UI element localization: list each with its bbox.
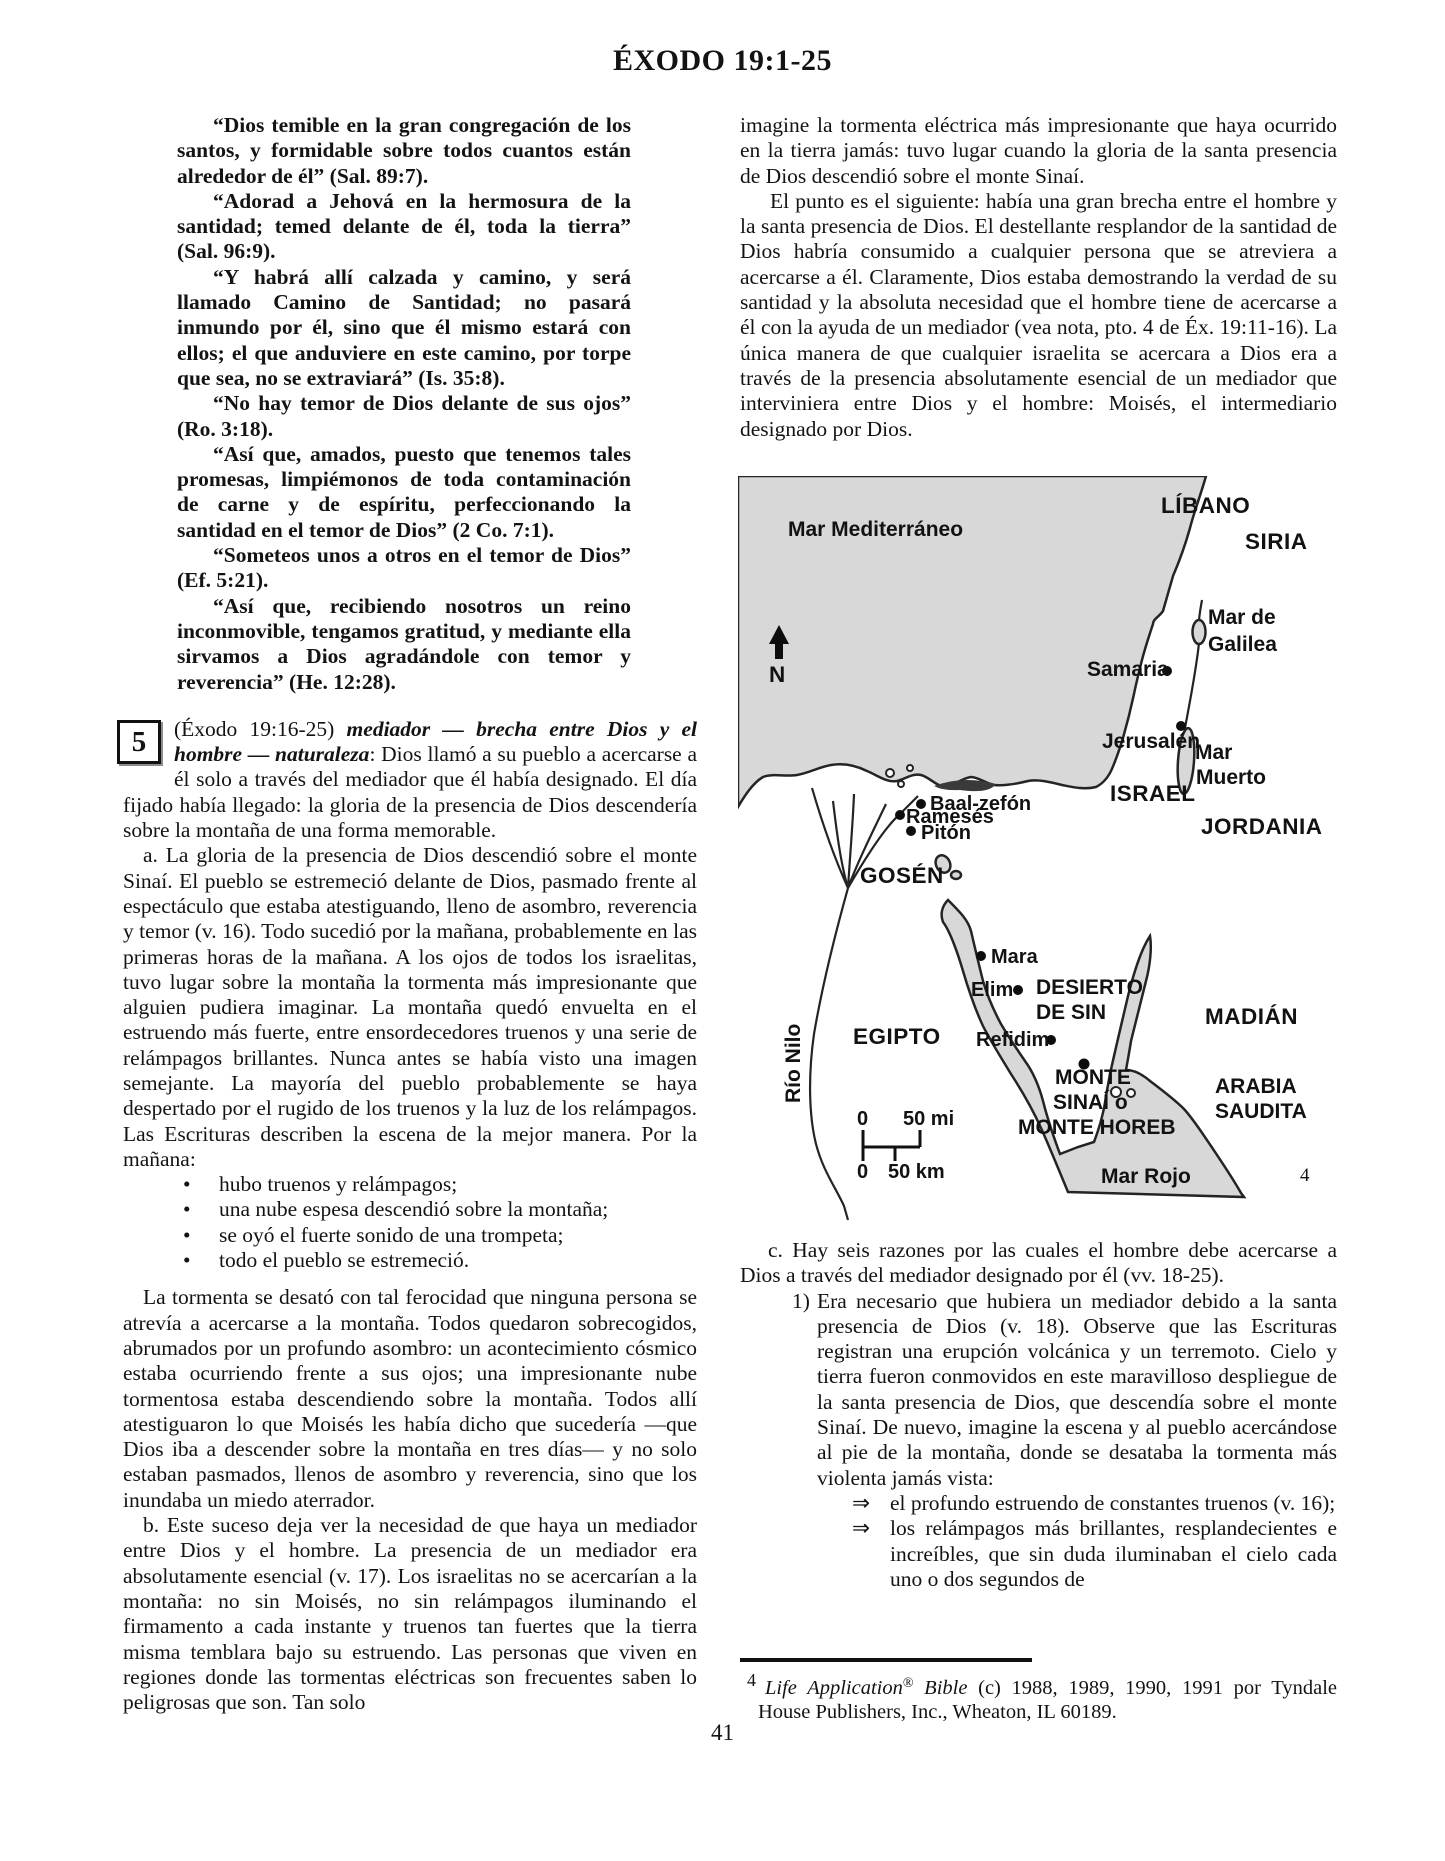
- list-item-text: se oyó el fuerte sonido de una trompeta;: [219, 1222, 564, 1247]
- label-desierto-de-sin: DESIERTO: [1036, 976, 1143, 999]
- quote-paragraph: “Y habrá allí calzada y camino, y será llamado Camino de Santidad; no pasará inmundo por él, sino que él mismo estará con ellos; el que anduviere en este camino, por torpe que sea, no se extraviará” (Is. 35:8).: [177, 264, 631, 390]
- label-mar-mediterraneo: Mar Mediterráneo: [788, 518, 964, 541]
- nile-river: [810, 888, 848, 1220]
- scale-bar: [863, 1130, 920, 1161]
- arrow-list-item: [740, 1491, 1337, 1516]
- footnote-text: [740, 1672, 1337, 1724]
- registered-mark-icon: ®: [902, 1676, 914, 1691]
- bitter-lake-shape: [951, 871, 961, 879]
- list-item: [123, 1223, 697, 1248]
- red-sea-islet: [1127, 1089, 1135, 1097]
- paragraph-continuation: imagine la tormenta eléctrica más impresionante que haya ocurrido en la tierra jamás: tuvo lugar cuando la gloria de la santa presencia de Dios descendió sobre el monte Sinaí.: [740, 113, 1337, 188]
- list-item-text: una nube espesa descendió sobre la montaña;: [219, 1197, 609, 1222]
- section-5: [123, 717, 697, 843]
- delta-islet: [898, 781, 904, 787]
- list-item: [123, 1197, 697, 1222]
- label-jordania: JORDANIA: [1201, 814, 1323, 839]
- city-dot-rameses: [895, 810, 905, 820]
- paragraph-b: b. Este suceso deja ver la necesidad de que haya un mediador entre Dios y el hombre. La presencia de un mediador era absolutamente esencial (v. 17). Los israelitas no se acercarían a la montaña: no sin Moisés, no sin relámpagos iluminando el firmamento a cada instante y truenos tan fuertes que la tierra misma temblara bajo su estruendo. Las personas que viven en regiones donde las tormentas eléctricas son frecuentes saben lo peligrosas que son. Tan solo: [123, 1513, 697, 1715]
- section-number-box: 5: [117, 720, 161, 764]
- label-monte-horeb: MONTE HOREB: [1018, 1116, 1176, 1139]
- page-number: 41: [711, 1720, 734, 1745]
- section-title: mediador — brecha entre Dios y el hombre — naturaleza: [174, 716, 697, 767]
- map-figure: [738, 476, 1345, 1221]
- footnote-marker: 4: [747, 1670, 756, 1690]
- footnote-title: Life Application: [765, 1677, 903, 1699]
- label-madian: MADIÁN: [1205, 1004, 1298, 1029]
- label-elim: Elim: [971, 979, 1014, 1001]
- quote-paragraph: “Someteos unos a otros en el temor de Dios” (Ef. 5:21).: [177, 543, 631, 593]
- scale-km-start: 0: [857, 1161, 869, 1183]
- label-mar-de-galilea: Mar de: [1208, 606, 1276, 629]
- label-mar-muerto: Mar: [1195, 741, 1233, 764]
- label-israel: ISRAEL: [1110, 781, 1196, 806]
- sea-of-galilee-shape: [1193, 620, 1206, 644]
- double-arrow-icon: ⇒: [852, 1516, 871, 1541]
- section-lead: (Éxodo 19:16-25): [174, 716, 347, 741]
- footnote-rest: (c) 1988, 1989, 1990, 1991 por Tyndale House Publishers, Inc., Wheaton, IL 60189.: [758, 1677, 1337, 1723]
- double-arrow-icon: ⇒: [852, 1490, 871, 1515]
- right-column-top: [740, 113, 1337, 442]
- quote-paragraph: “Así que, recibiendo nosotros un reino inconmovible, tengamos gratitud, y mediante ella sirvamos a Dios agradándole con temor y reverencia” (He. 12:28).: [177, 593, 631, 694]
- numbered-item: [740, 1289, 1337, 1491]
- scale-km-end: 50 km: [888, 1161, 945, 1183]
- label-refidim: Refidim: [976, 1029, 1050, 1051]
- arrow-list-item: [740, 1516, 1337, 1592]
- spacer: [123, 1273, 697, 1285]
- label-jerusalen: Jerusalén: [1102, 730, 1201, 753]
- map-footnote-ref: 4: [1300, 1165, 1310, 1186]
- numbered-item-marker: 1): [792, 1288, 810, 1313]
- list-item-text: todo el pueblo se estremeció.: [219, 1248, 470, 1273]
- section-heading-paragraph: [123, 717, 697, 843]
- page-title: ÉXODO 19:1-25: [613, 44, 832, 77]
- quote-paragraph: “Así que, amados, puesto que tenemos tales promesas, limpiémonos de toda contaminación de carne y de espíritu, perfeccionando la santidad en el temor de Dios” (2 Co. 7:1).: [177, 441, 631, 542]
- compass-n-label: N: [769, 662, 786, 687]
- label-rameses: Ramesés: [906, 806, 994, 828]
- label-rio-nilo: Río Nilo: [782, 1023, 805, 1103]
- list-item-text: hubo truenos y relámpagos;: [219, 1172, 458, 1197]
- label-monte-sinai: MONTE: [1055, 1066, 1131, 1089]
- paragraph-point: El punto es el siguiente: había una gran brecha entre el hombre y la santa presencia de Dios. El destellante resplandor de la santidad de Dios habría consumido a cualquier persona que se atreviera a acercarse a él. Claramente, Dios estaba demostrando la verdad de su santidad y la absoluta necesidad que el hombre tiene de acercarse a él con la ayuda de un mediador (vea nota, pto. 4 de Éx. 19:11-16). La única manera de que cualquier israelita se acercara a Dios era a través de la presencia absolutamente esencial de un mediador que interviniera entre Dios y el hombre: Moisés, el intermediario designado por Dios.: [740, 188, 1337, 441]
- footnote-title: Bible: [913, 1677, 968, 1699]
- delta-islet: [907, 765, 913, 771]
- label-libano: LÍBANO: [1161, 493, 1251, 518]
- scale-mi-end: 50 mi: [903, 1108, 955, 1130]
- label-siria: SIRIA: [1245, 529, 1308, 554]
- label-baal-zefon: Baal-zefón: [930, 793, 1032, 815]
- label-mar-rojo: Mar Rojo: [1101, 1165, 1191, 1188]
- label-egipto: EGIPTO: [853, 1024, 941, 1049]
- footnote-rule: [740, 1658, 1032, 1662]
- list-item: [123, 1172, 697, 1197]
- paragraph-storm: La tormenta se desató con tal ferocidad que ninguna persona se atrevía a acercarse a la montaña. Todos quedaron sobrecogidos, abrumados por un profundo asombro: un acontecimiento cósmico estaba ocurriendo frente a sus ojos; una impresionante nube tormentosa estaba descendiendo sobre la montaña. Todos allí atestiguaron lo que Moisés les había dicho que sucedería —que Dios iba a descender sobre la montaña en tres días— y no solo estaban pasmados, llenos de asombro y reverencia, sino que los inundaba un miedo aterrador.: [123, 1285, 697, 1512]
- bullet-icon: •: [183, 1248, 191, 1273]
- bullet-icon: •: [183, 1222, 191, 1247]
- arrow-item-text: el profundo estruendo de constantes truenos (v. 16);: [890, 1490, 1336, 1515]
- numbered-item-text: Era necesario que hubiera un mediador debido a la santa presencia de Dios (v. 18). Observe que las Escrituras registran una erupción volcánica y un terremoto. Cielo y tierra fueron conmovidos en este maravilloso despliegue de la santa presencia de Dios, que descendía sobre el monte Sinaí. De nuevo, imagine la escena y al pueblo acercándose al pie de la montaña, donde se desataba la tormenta más violenta jamás vista:: [817, 1288, 1337, 1490]
- label-mar-muerto: Muerto: [1196, 766, 1266, 789]
- city-dot-mara: [976, 951, 986, 961]
- delta-islet: [886, 769, 894, 777]
- label-monte-sinai: SINAÍ o: [1053, 1091, 1128, 1114]
- label-gosen: GOSÉN: [860, 863, 944, 888]
- paragraph-c: c. Hay seis razones por las cuales el hombre debe acercarse a Dios a través del mediador designado por él (vv. 18-25).: [740, 1238, 1337, 1288]
- bullet-icon: •: [183, 1197, 191, 1222]
- quote-paragraph: “Adorad a Jehová en la hermosura de la santidad; temed delante de él, toda la tierra” (Sal. 96:9).: [177, 188, 631, 264]
- label-mara: Mara: [991, 946, 1038, 968]
- left-column: [123, 113, 697, 1715]
- label-samaria: Samaria: [1087, 658, 1169, 681]
- label-desierto-de-sin: DE SIN: [1036, 1001, 1107, 1024]
- scale-mi-start: 0: [857, 1108, 869, 1130]
- arrow-item-text: los relámpagos más brillantes, resplandecientes e increíbles, que sin duda iluminaban el cielo cada uno o dos segundos de: [890, 1516, 1337, 1591]
- section-body: : Dios llamó a su pueblo a acercarse a él solo a través del mediador que él había designado. El día fijado había llegado: la gloria de la presencia de Dios descendería sobre la montaña de una forma memorable.: [123, 742, 697, 843]
- right-column-bottom: [740, 1238, 1337, 1592]
- label-arabia-saudita: ARABIA: [1215, 1075, 1297, 1098]
- paragraph-a: a. La gloria de la presencia de Dios descendió sobre el monte Sinaí. El pueblo se estremeció delante de Dios, pasmado frente al espectáculo que estaba atestiguando, lleno de asombro, reverencia y temor (v. 16). Todo sucedió por la mañana, probablemente en las primeras horas de la mañana. A los ojos de todos los israelitas, tuvo lugar sobre la montaña la tormenta más impresionante que alguien pudiera imaginar. La montaña quedó envuelta en el estruendo más fuerte, entre ensordecedores truenos y una serie de relámpagos brillantes. Nunca antes se había visto una imagen semejante. La mayoría del pueblo probablemente se haya despertado por el rugido de los truenos y la luz de los relámpagos. Las Escrituras describen la escena de la mejor manera. Por la mañana:: [123, 843, 697, 1171]
- quote-paragraph: “No hay temor de Dios delante de sus ojos” (Ro. 3:18).: [177, 391, 631, 441]
- label-arabia-saudita: SAUDITA: [1215, 1100, 1307, 1123]
- list-item: [123, 1248, 697, 1273]
- label-piton: Pitón: [921, 822, 971, 844]
- footnote: [740, 1658, 1337, 1724]
- quote-paragraph: “Dios temible en la gran congregación de los santos, y formidable sobre todos cuantos están alrededor de él” (Sal. 89:7).: [177, 113, 631, 188]
- label-mar-de-galilea: Galilea: [1208, 633, 1277, 656]
- bullet-icon: •: [183, 1172, 191, 1197]
- city-dot-elim: [1013, 985, 1023, 995]
- exodus-route-map: [738, 476, 1345, 1221]
